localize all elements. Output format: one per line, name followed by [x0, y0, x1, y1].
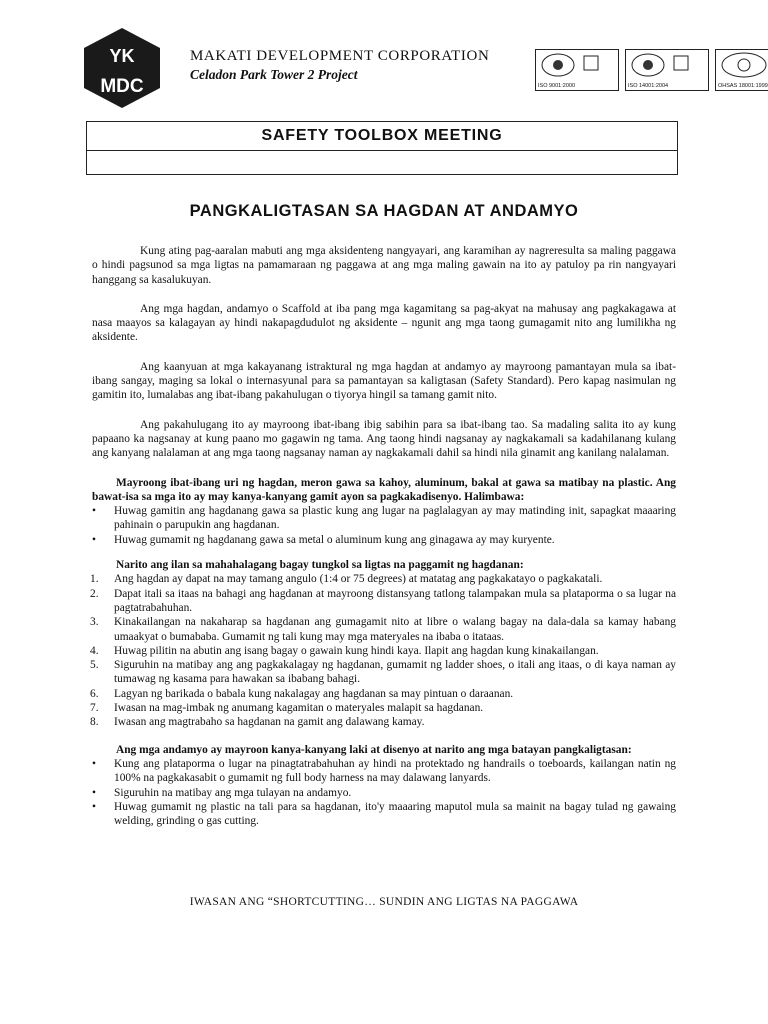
logo-mark-text: MDC	[100, 76, 144, 97]
paragraph: Kung ating pag-aaralan mabuti ang mga aksidenteng nangyayari, ang karamihan ay nagreresulta sa maling paggawa o hindi pagsunod sa mga ligtas na pamamaraan ng paggawa at ang mga maling gawain na ito ay patuloy pa rin nangyayari hanggang sa kasalukuyan.	[92, 245, 676, 286]
list-item: 7. Iwasan na mag-imbak ng anumang kagamitan o materyales malapit sa hagdanan.	[90, 702, 484, 715]
cert-badge-1	[535, 49, 619, 91]
company-name: MAKATI DEVELOPMENT CORPORATION	[190, 48, 490, 64]
ladder-bullet-list	[92, 504, 676, 547]
paragraph: Ang pakahulugang ito ay mayroong ibat-ibang ibig sabihin para sa ibat-ibang tao. Sa madaling salita ito ay kung papaano ka nagsanay at kung paano mo gagawin ng tama. Ang taong hindi nagsanay ay nagkakamali sa kadahilanang kulang ang kanyang nalalaman at ang mga taong nagsanay naman ay nagkakamali dahil sa hindi nila ginamit ang kanilang nalalaman.	[92, 418, 676, 460]
scaffold-bullet-list	[92, 757, 676, 828]
cert-badge-3	[715, 49, 768, 91]
paragraph: Ang mga hagdan, andamyo o Scaffold at iba pang mga kagamitang sa pag-akyat na mahusay ang pagkakagawa at nasa maayos sa kalagayan ay hindi nakapagdudulot ng aksidente – ngunit ang mga taong gumagamit nito ang lumilikha ng aksidente.	[92, 302, 676, 344]
list-item: 4. Huwag pilitin na abutin ang isang bagay o gawain kung hindi kaya. Ilapit ang hagdan kung kinakailangan.	[90, 644, 599, 657]
list-item: • Kung ang plataporma o lugar na pinagtatrabahuhan ay hindi na protektado ng handrails o toeboards, kailangan natin ng 100% na pagkakasabit o gumamit ng full body harness na may dalawang lanyards.	[92, 757, 676, 786]
footer-slogan: IWASAN ANG “SHORTCUTTING… SUNDIN ANG LIGTAS NA PAGGAWA	[189, 896, 579, 908]
list-item: 8. Iwasan ang magtrabaho sa hagdanan na gamit ang dalawang kamay.	[90, 716, 425, 729]
banner-title: SAFETY TOOLBOX MEETING	[261, 127, 503, 144]
document-title: PANGKALIGTASAN SA HAGDAN AT ANDAMYO	[189, 202, 579, 220]
cert-label-1: ISO 9001:2000	[538, 83, 576, 89]
ladder-types-intro: Mayroong ibat-ibang uri ng hagdan, meron gawa sa kahoy, aluminum, bakal at gawa sa matibay na plastic. Ang bawat-isa sa mga ito ay may kanya-kanyang gamit ayon sa pagkakadisenyo. Halimbawa:	[92, 476, 676, 503]
list-item: • Huwag gumamit ng hagdanang gawa sa metal o aluminum kung ang ginagawa ay may kuryente.	[92, 533, 676, 547]
paragraph: Ang kaanyuan at mga kakayanang istraktural ng mga hagdan at andamyo ay mayroong pamantayan mula sa ibat-ibang sangay, maging sa lokal o internasyunal para sa pamantayan sa kaligtasan (Safety Standard). Pero kapag nasimulan ng gamitin ito, lumalabas ang ibat-ibang pakahulugan o tiyorya hingil sa tamang gamit nito.	[92, 360, 676, 402]
cert-label-2: ISO 14001:2004	[628, 83, 669, 89]
scaffold-heading: Ang mga andamyo ay mayroon kanya-kanyang laki at disenyo at narito ang mga batayan pangkaligtasan:	[116, 743, 632, 756]
list-item: 1. Ang hagdan ay dapat na may tamang angulo (1:4 or 75 degrees) at matatag ang pagkakatayo o pagkakatali.	[90, 573, 603, 586]
project-name: Celadon Park Tower 2 Project	[190, 67, 358, 82]
cert-seal-icon	[716, 50, 768, 80]
list-item: • Huwag gumamit ng plastic na tali para sa hagdanan, ito'y maaaring maputol mula sa mainit na bagay tulad ng gawaing welding, grinding o gas cutting.	[92, 800, 676, 829]
list-item: 6. Lagyan ng barikada o babala kung nakalagay ang hagdanan sa may pintuan o daraanan.	[90, 687, 514, 700]
certification-badges	[535, 49, 768, 91]
cert-badge-2	[625, 49, 709, 91]
list-item: 2. Dapat itali sa itaas na bahagi ang hagdanan at mayroong distansyang tatlong talampakan mula sa plataporma o sa lugar na pagtatrabahuhan.	[90, 587, 676, 614]
cert-seal-icon	[626, 50, 706, 80]
svg-text:YK: YK	[109, 46, 135, 66]
list-item: • Siguruhin na matibay ang mga tulayan na andamyo.	[92, 786, 676, 800]
mdc-logo	[82, 26, 162, 110]
list-item: 5. Siguruhin na matibay ang ang pagkakalagay ng hagdanan, gumamit ng ladder shoes, o itali ang itaas, o di kaya naman ay tumawag ng kasama para hawakan sa ibabang bahagi.	[90, 659, 676, 686]
ladder-rules-heading: Narito ang ilan sa mahahalagang bagay tungkol sa ligtas na paggamit ng hagdanan:	[116, 559, 524, 572]
title-banner	[86, 121, 678, 175]
ladder-rules-list	[92, 572, 676, 729]
list-item: • Huwag gamitin ang hagdanang gawa sa plastic kung ang lugar na paglalagyan ay may matinding init, sapagkat maaaring pahinain o parupukin ang hagdanan.	[92, 504, 676, 533]
cert-label-3: OHSAS 18001:1999	[718, 83, 768, 89]
cert-seal-icon	[536, 50, 616, 80]
list-item: 3. Kinakailangan na nakaharap sa hagdanan ang gumagamit nito at libre o walang bagay na dala-dala sa kamay habang umaakyat o bumababa. Gumamit ng tali kung may mga materyales na ibaba o itataas.	[90, 616, 676, 643]
document-body	[92, 244, 676, 839]
